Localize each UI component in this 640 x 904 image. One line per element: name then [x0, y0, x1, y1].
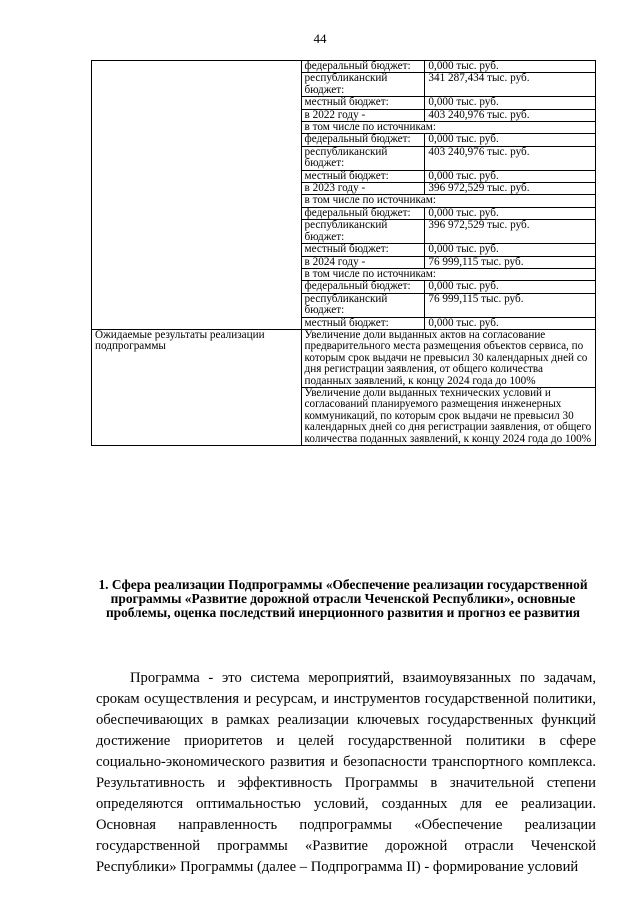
budget-amount: 403 240,976 тыс. руб. [425, 146, 596, 170]
budget-source-label: местный бюджет: [301, 244, 425, 256]
budget-source-label: республиканский бюджет: [301, 146, 425, 170]
budget-table [91, 60, 596, 446]
budget-source-label: федеральный бюджет: [301, 134, 425, 146]
sources-subheader: в том числе по источникам: [301, 268, 595, 280]
budget-amount: 0,000 тыс. руб. [425, 317, 596, 329]
budget-amount: 76 999,115 тыс. руб. [425, 293, 596, 317]
budget-amount: 396 972,529 тыс. руб. [425, 183, 596, 195]
result-row [92, 329, 596, 387]
budget-amount: 0,000 тыс. руб. [425, 97, 596, 109]
budget-source-label: в 2024 году - [301, 256, 425, 268]
budget-row [92, 61, 596, 73]
budget-source-label: местный бюджет: [301, 170, 425, 182]
budget-amount: 0,000 тыс. руб. [425, 61, 596, 73]
budget-amount: 76 999,115 тыс. руб. [425, 256, 596, 268]
budget-left-cell [92, 61, 302, 330]
budget-amount: 403 240,976 тыс. руб. [425, 109, 596, 121]
budget-source-label: в 2022 году - [301, 109, 425, 121]
budget-amount: 0,000 тыс. руб. [425, 281, 596, 293]
budget-source-label: республиканский бюджет: [301, 293, 425, 317]
result-text: Увеличение доли выданных актов на согласование предварительного места размещения объектов сервиса, по которым срок выдачи не превысил 30 календарных дней со дня регистрации заявления, от общего количества поданных заявлений, к концу 2024 года до 100% [301, 329, 595, 387]
results-label: Ожидаемые результаты реализации подпрограммы [92, 329, 302, 445]
sources-subheader: в том числе по источникам: [301, 195, 595, 207]
budget-source-label: республиканский бюджет: [301, 73, 425, 97]
body-paragraph: Программа - это система мероприятий, взаимоувязанных по задачам, срокам осуществления и ресурсам, и инструментов государственной политики, обеспечивающих в рамках реализации ключевых государственных функций достижение приоритетов и целей государственной политики в сфере социально-экономического развития и безопасности транспортного комплекса. Результативность и эффективность Программы в значительной степени определяются оптимальностью условий, созданных для ее реализации. Основная направленность подпрограммы «Обеспечение реализации государственной программы «Развитие дорожной отрасли Чеченской Республики» Программы (далее – Подпрограмма II) - формирование условий [96, 670, 596, 875]
budget-source-label: местный бюджет: [301, 97, 425, 109]
budget-amount: 341 287,434 тыс. руб. [425, 73, 596, 97]
budget-source-label: республиканский бюджет: [301, 220, 425, 244]
budget-amount: 0,000 тыс. руб. [425, 134, 596, 146]
budget-amount: 0,000 тыс. руб. [425, 244, 596, 256]
budget-source-label: в 2023 году - [301, 183, 425, 195]
budget-amount: 0,000 тыс. руб. [425, 207, 596, 219]
section-heading: 1. Сфера реализации Подпрограммы «Обеспечение реализации государственной программы «Развитие дорожной отрасли Чеченской Республики», основные проблемы, оценка последствий инерционного развития и прогноз ее развития [98, 577, 588, 620]
page-number: 44 [313, 31, 327, 46]
budget-source-label: федеральный бюджет: [301, 207, 425, 219]
budget-amount: 396 972,529 тыс. руб. [425, 220, 596, 244]
budget-source-label: местный бюджет: [301, 317, 425, 329]
result-text: Увеличение доли выданных технических условий и согласований планируемого размещения инженерных коммуникаций, по которым срок выдачи не превысил 30 календарных дней со дня регистрации заявления, от общего количества поданных заявлений, к концу 2024 года до 100% [301, 387, 595, 445]
budget-amount: 0,000 тыс. руб. [425, 170, 596, 182]
sources-subheader: в том числе по источникам: [301, 122, 595, 134]
budget-source-label: федеральный бюджет: [301, 61, 425, 73]
budget-source-label: федеральный бюджет: [301, 281, 425, 293]
